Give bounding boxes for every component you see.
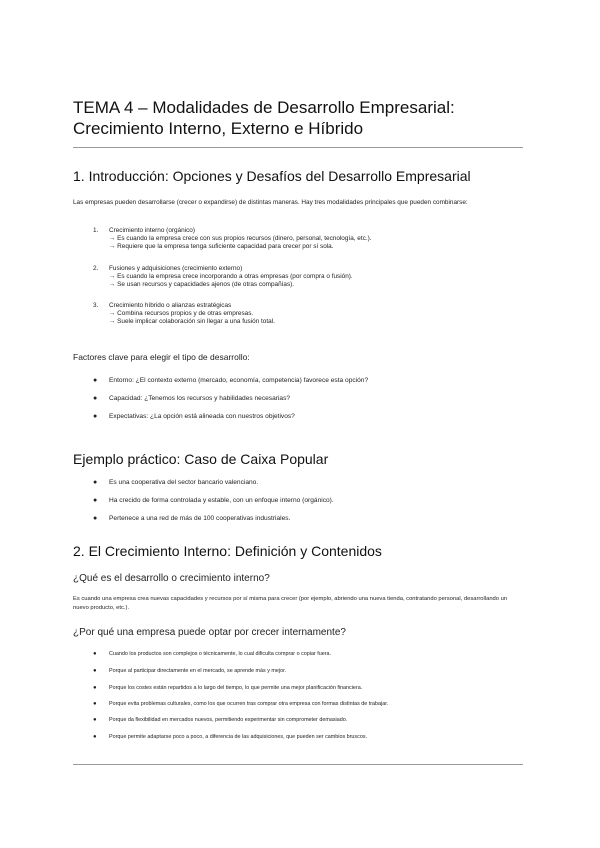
list-item: ● Pertenece a una red de más de 100 cooperativas industriales. (93, 515, 291, 522)
item-label: Crecimiento híbrido o alianzas estratégicas (109, 302, 232, 309)
item-number: 3. (93, 302, 99, 309)
bullet-icon: ● (93, 734, 97, 740)
document-title (73, 97, 455, 139)
bullet-icon: ● (93, 377, 98, 384)
numbered-item-2 (93, 265, 513, 289)
bullet-icon: ● (93, 685, 97, 691)
list-item: ● Expectativas: ¿La opción está alineada con nuestros objetivos? (93, 413, 295, 420)
section-1-heading: 1. Introducción: Opciones y Desafíos del Desarrollo Empresarial (73, 168, 471, 184)
title-line-2: Crecimiento Interno, Externo e Híbrido (73, 119, 364, 138)
section-1-intro: Las empresas pueden desarrollarse (crecer o expandirse) de distintas maneras. Hay tres modalidades principales que pueden combinarse: (73, 199, 468, 206)
item-sub: → Se usan recursos y capacidades ajenos (de otras compañías). (109, 281, 295, 288)
question-1: ¿Qué es el desarrollo o crecimiento interno? (73, 573, 270, 584)
list-item: ● Porque permite adaptarse poco a poco, a diferencia de las adquisiciones, que pueden ser cambios bruscos. (93, 734, 368, 740)
list-item: ● Porque da flexibilidad en mercados nuevos, permitiendo experimentar sin comprometer demasiado. (93, 717, 348, 723)
item-sub: → Es cuando la empresa crece incorporando a otras empresas (por compra o fusión). (109, 273, 353, 280)
question-2: ¿Por qué una empresa puede optar por crecer internamente? (73, 627, 346, 638)
bullet-icon: ● (93, 668, 97, 674)
bullet-icon: ● (93, 515, 98, 522)
list-item: ● Porque al participar directamente en el mercado, se aprende más y mejor. (93, 668, 287, 674)
title-divider (73, 147, 523, 148)
list-item: ● Entorno: ¿El contexto externo (mercado, economía, competencia) favorece esta opción? (93, 377, 369, 384)
bullet-icon: ● (93, 479, 98, 486)
numbered-item-1 (93, 227, 513, 251)
bottom-divider (73, 764, 523, 765)
section-2-heading: 2. El Crecimiento Interno: Definición y Contenidos (73, 543, 382, 559)
list-item: ● Porque evita problemas culturales, como los que ocurren tras comprar otra empresa con formas distintas de trabajar. (93, 701, 389, 707)
title-line-1: TEMA 4 – Modalidades de Desarrollo Empresarial: (73, 98, 455, 117)
question-1-answer: Es cuando una empresa crea nuevas capacidades y recursos por sí misma para crecer (por ejemplo, abriendo una nueva tienda, contratando personal, desarrollando un nuevo producto, etc.). (73, 596, 508, 611)
item-label: Fusiones y adquisiciones (crecimiento externo) (109, 265, 243, 272)
bullet-icon: ● (93, 717, 97, 723)
bullet-icon: ● (93, 651, 97, 657)
bullet-icon: ● (93, 497, 98, 504)
item-sub: → Requiere que la empresa tenga suficiente capacidad para crecer por sí sola. (109, 243, 334, 250)
list-item: ● Ha crecido de forma controlada y estable, con un enfoque interno (orgánico). (93, 497, 334, 504)
list-item: ● Es una cooperativa del sector bancario valenciano. (93, 479, 259, 486)
numbered-item-3 (93, 302, 513, 326)
list-item: ● Cuando los productos son complejos o técnicamente, lo cual dificulta comprar o copiar fuera. (93, 651, 332, 657)
item-sub: → Combina recursos propios y de otras empresas. (109, 310, 254, 317)
bullet-icon: ● (93, 395, 98, 402)
factors-title: Factores clave para elegir el tipo de desarrollo: (73, 352, 250, 362)
item-number: 1. (93, 227, 99, 234)
list-item: ● Capacidad: ¿Tenemos los recursos y habilidades necesarias? (93, 395, 291, 402)
item-label: Crecimiento interno (orgánico) (109, 227, 195, 234)
bullet-icon: ● (93, 701, 97, 707)
example-heading: Ejemplo práctico: Caso de Caixa Popular (73, 451, 329, 467)
list-item: ● Porque los costes están repartidos a lo largo del tiempo, lo que permite una mejor planificación financiera. (93, 685, 363, 691)
item-sub: → Suele implicar colaboración sin llegar a una fusión total. (109, 318, 275, 325)
item-number: 2. (93, 265, 99, 272)
bullet-icon: ● (93, 413, 98, 420)
item-sub: → Es cuando la empresa crece con sus propios recursos (dinero, personal, tecnología, etc.). (109, 235, 372, 242)
